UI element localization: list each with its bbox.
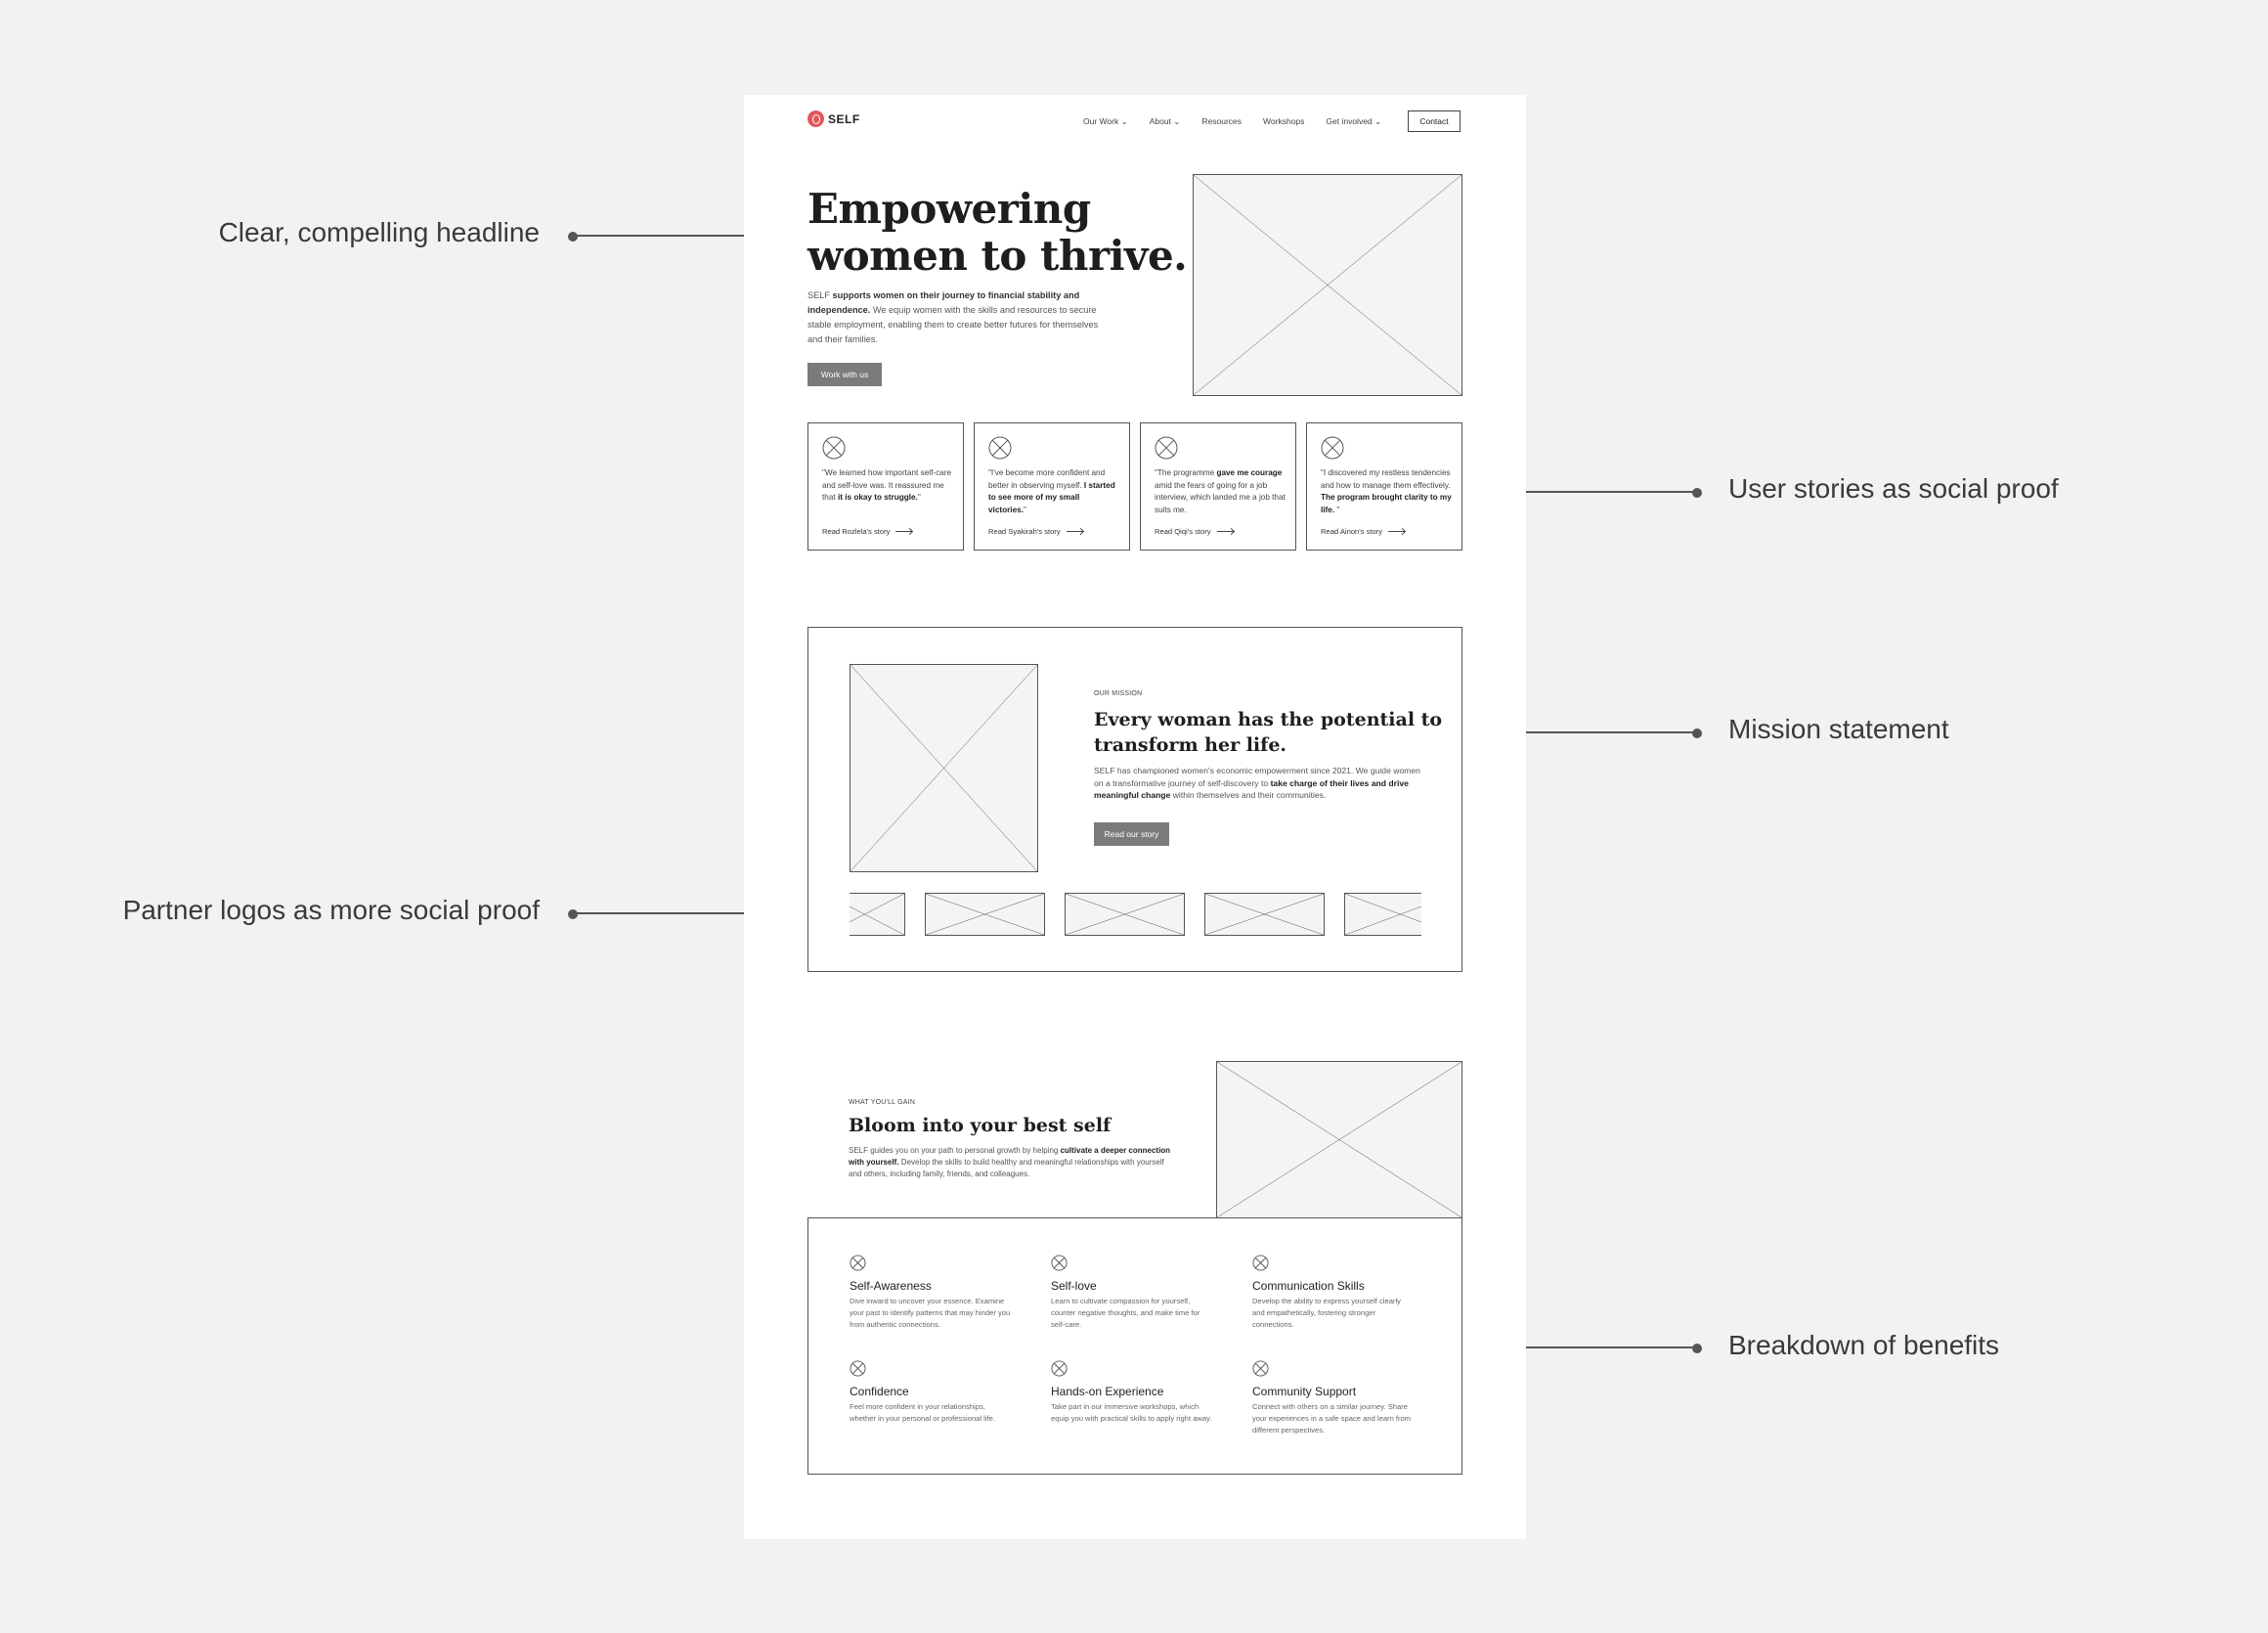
gain-description: SELF guides you on your path to personal growth by helping cultivate a deeper connection with yourself. Develop the skills to build healthy and meaningful relationships with yourself and others, including family, friends, and colleagues. <box>849 1146 1171 1178</box>
main-nav <box>1083 116 1381 127</box>
annotation-partners: Partner logos as more social proof <box>122 895 540 925</box>
benefit-icon <box>850 1255 866 1271</box>
story-quote: "We learned how important self-care and self-love was. It reassured me that it is okay to struggle." <box>822 468 951 502</box>
read-story-link[interactable] <box>1155 527 1234 536</box>
annotation-stories: User stories as social proof <box>1728 473 2059 504</box>
read-story-link[interactable] <box>1321 527 1405 536</box>
nav-item-workshops[interactable]: Workshops <box>1263 116 1305 126</box>
annotation-benefits: Breakdown of benefits <box>1728 1330 2000 1360</box>
annotation-mission: Mission statement <box>1728 714 1949 744</box>
read-story-link[interactable] <box>822 527 912 536</box>
hero-headline <box>807 186 1187 280</box>
read-story-label: Read Ainon's story <box>1321 527 1383 536</box>
benefit-icon <box>1252 1255 1269 1271</box>
benefits-section <box>807 1217 1462 1475</box>
benefit-title: Self-Awareness <box>850 1279 932 1293</box>
hero-image-placeholder <box>1193 174 1462 396</box>
annotation-headline-dot <box>568 232 578 242</box>
story-quote: "I discovered my restless tendencies and how to manage them effectively. The program brought clarity to my life. " <box>1321 468 1452 514</box>
user-avatar-icon <box>988 436 1012 460</box>
benefit-description: Take part in our immersive workshops, which equip you with practical skills to apply right away. <box>1051 1402 1212 1423</box>
story-card <box>807 422 964 551</box>
story-card <box>1140 422 1296 551</box>
benefit-description: Learn to cultivate compassion for yourself, counter negative thoughts, and make time for self-care. <box>1051 1297 1200 1329</box>
partner-logo-placeholder <box>925 893 1045 936</box>
annotation-benefits-dot <box>1692 1344 1702 1353</box>
arrow-right-icon <box>1388 531 1405 532</box>
mission-image-placeholder <box>850 664 1038 872</box>
nav-item-get-involved[interactable]: Get involved ⌄ <box>1326 116 1382 126</box>
annotation-benefits-line <box>1526 1346 1697 1348</box>
annotation-partners-line <box>573 912 744 914</box>
gain-eyebrow: WHAT YOU'LL GAIN <box>849 1099 916 1106</box>
arrow-right-icon <box>895 531 912 532</box>
user-avatar-icon <box>822 436 846 460</box>
annotation-mission-line <box>1526 731 1697 733</box>
partner-logo-placeholder <box>1344 893 1421 936</box>
arrow-right-icon <box>1067 531 1083 532</box>
story-card <box>1306 422 1462 551</box>
hero-desc-bold: supports women on their journey to financial stability and independence. <box>807 290 1080 315</box>
partner-logo-placeholder <box>1065 893 1185 936</box>
user-avatar-icon <box>1321 436 1344 460</box>
story-quote: "The programme gave me courage amid the fears of going for a job interview, which landed me a job that suits me. <box>1155 468 1286 514</box>
hero-description <box>807 288 1111 347</box>
benefit-title: Hands-on Experience <box>1051 1385 1164 1398</box>
work-with-us-button[interactable]: Work with us <box>807 363 882 386</box>
benefit-title: Community Support <box>1252 1385 1357 1398</box>
benefit-icon <box>1252 1360 1269 1377</box>
logo-text: SELF <box>828 111 860 126</box>
hero-headline-line2: women to thrive. <box>807 232 1188 280</box>
hero-desc-prefix: SELF <box>807 290 833 300</box>
annotation-mission-dot <box>1692 728 1702 738</box>
read-our-story-button[interactable]: Read our story <box>1094 822 1169 846</box>
user-avatar-icon <box>1155 436 1178 460</box>
mission-eyebrow: OUR MISSION <box>1094 690 1143 697</box>
benefit-description: Develop the ability to express yourself clearly and empathetically, fostering stronger connections. <box>1252 1297 1401 1329</box>
arrow-right-icon <box>1217 531 1234 532</box>
gain-title: Bloom into your best self <box>849 1115 1112 1136</box>
benefit-icon <box>1051 1360 1068 1377</box>
annotation-partners-dot <box>568 909 578 919</box>
mission-title <box>1094 707 1442 758</box>
benefit-description: Feel more confident in your relationships, whether in your personal or professional life. <box>850 1402 996 1423</box>
benefit-title: Self-love <box>1051 1279 1097 1293</box>
benefit-description: Dive inward to uncover your essence. Examine your past to identify patterns that may hinder you from authentic connections. <box>850 1297 1011 1329</box>
benefit-icon <box>1051 1255 1068 1271</box>
logo[interactable] <box>807 110 860 127</box>
mission-description: SELF has championed women's economic empowerment since 2021. We guide women on a transformative journey of self-discovery to take charge of their lives and drive meaningful change within themselves and their communities. <box>1094 766 1420 800</box>
read-story-label: Read Rozlela's story <box>822 527 891 536</box>
benefit-title: Confidence <box>850 1385 909 1398</box>
mission-title-line1: Every woman has the potential to <box>1094 709 1443 730</box>
story-quote: "I've become more confident and better in observing myself. I started to see more of my small victories." <box>988 468 1115 514</box>
nav-item-about[interactable]: About ⌄ <box>1149 116 1181 126</box>
hero-desc-rest: We equip women with the skills and resources to secure stable employment, enabling them to create better futures for themselves and their families. <box>807 305 1099 344</box>
nav-item-our-work[interactable]: Our Work ⌄ <box>1083 116 1128 126</box>
read-story-link[interactable] <box>988 527 1083 536</box>
read-story-label: Read Qiqi's story <box>1155 527 1211 536</box>
contact-button[interactable]: Contact <box>1408 110 1461 132</box>
benefit-title: Communication Skills <box>1252 1279 1365 1293</box>
partner-logo-placeholder <box>850 893 905 936</box>
partner-logo-placeholder <box>1204 893 1325 936</box>
annotation-headline-line <box>573 235 744 237</box>
mission-title-line2: transform her life. <box>1094 734 1287 756</box>
read-story-label: Read Syakirah's story <box>988 527 1061 536</box>
mission-section <box>807 627 1462 972</box>
annotation-headline: Clear, compelling headline <box>218 217 540 247</box>
logo-mark-icon <box>807 110 824 127</box>
annotation-stories-dot <box>1692 488 1702 498</box>
nav-item-resources[interactable]: Resources <box>1201 116 1243 126</box>
wireframe-page <box>744 95 1526 1539</box>
story-card <box>974 422 1130 551</box>
hero-headline-line1: Empowering <box>807 185 1091 233</box>
benefit-icon <box>850 1360 866 1377</box>
benefit-description: Connect with others on a similar journey. Share your experiences in a safe space and learn from different perspectives. <box>1252 1402 1412 1434</box>
gain-image-placeholder <box>1216 1061 1462 1218</box>
annotation-stories-line <box>1526 491 1697 493</box>
